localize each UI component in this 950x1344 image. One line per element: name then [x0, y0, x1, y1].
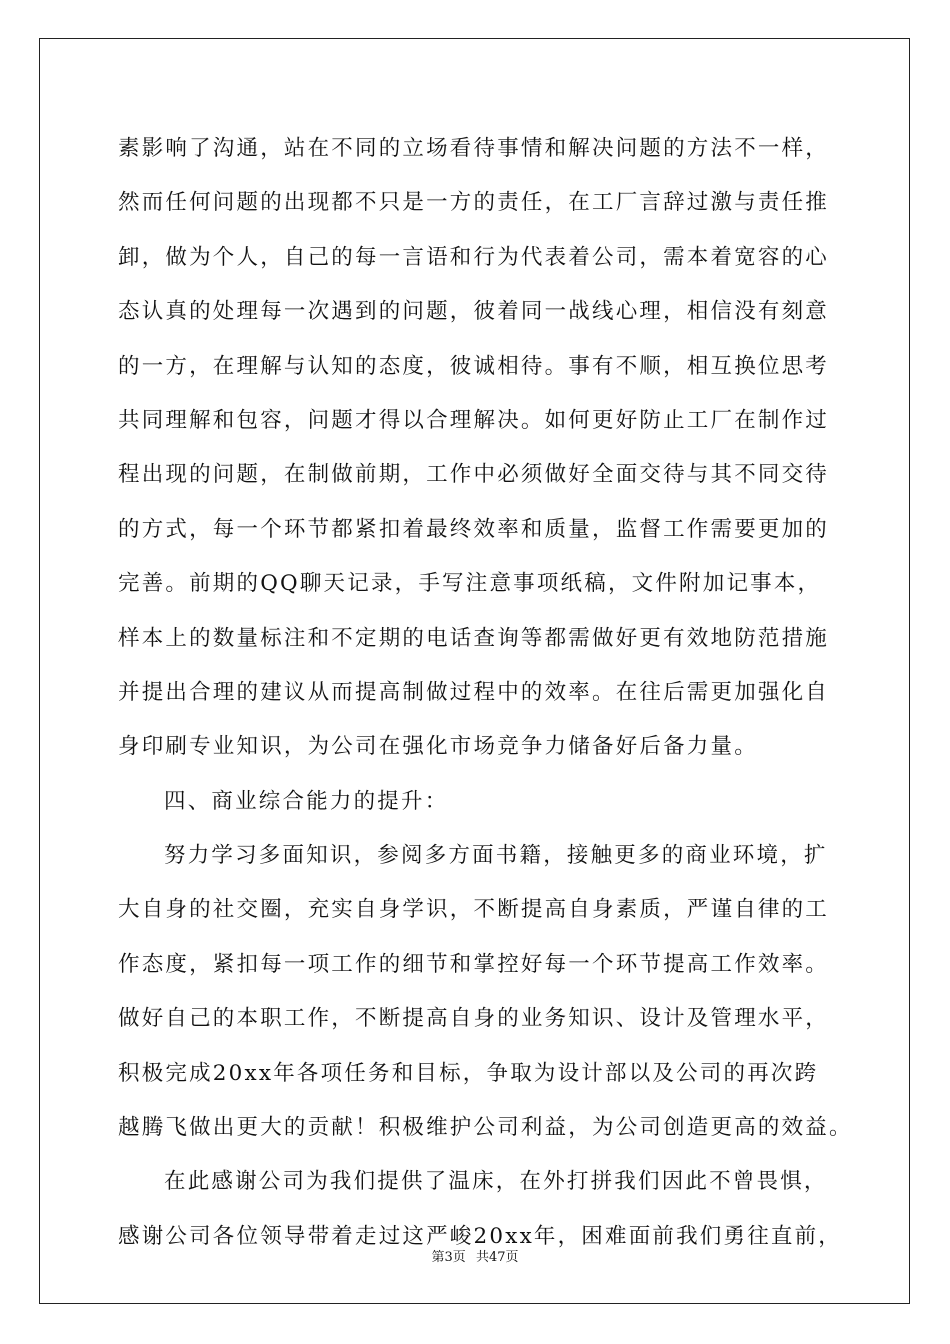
text-line: 态认真的处理每一次遇到的问题，彼着同一战线心理，相信没有刻意: [118, 299, 830, 325]
text-line: 的方式，每一个环节都紧扣着最终效率和质量，监督工作需要更加的: [118, 516, 830, 542]
text-line: 卸，做为个人，自己的每一言语和行为代表着公司，需本着宽容的心: [118, 244, 830, 270]
text-line: 大自身的社交圈，充实自身学识，不断提高自身素质，严谨自律的工: [118, 897, 830, 923]
text-line: 在此感谢公司为我们提供了温床，在外打拼我们因此不曾畏惧，: [164, 1169, 828, 1195]
text-line: 共同理解和包容，问题才得以合理解决。如何更好防止工厂在制作过: [118, 407, 830, 433]
text-line: 样本上的数量标注和不定期的电话查询等都需做好更有效地防范措施: [118, 625, 830, 651]
text-line: 感谢公司各位领导带着走过这严峻20xx年，困难面前我们勇往直前，: [118, 1223, 843, 1249]
text-line: 素影响了沟通，站在不同的立场看待事情和解决问题的方法不一样，: [118, 136, 830, 161]
text-line: 积极完成20xx年各项任务和目标，争取为设计部以及公司的再次跨: [118, 1060, 819, 1086]
page-number: 第3页: [431, 1250, 466, 1265]
text-line: 的一方，在理解与认知的态度，彼诚相待。事有不顺，相互换位思考: [118, 353, 830, 379]
text-line: 努力学习多面知识，参阅多方面书籍，接触更多的商业环境，扩: [164, 843, 828, 869]
text-line: 四、商业综合能力的提升：: [164, 788, 449, 814]
document-body: [118, 122, 853, 1264]
page-footer: [0, 1246, 950, 1265]
text-line: 程出现的问题，在制做前期，工作中必须做好全面交待与其不同交待: [118, 462, 830, 488]
text-line: 越腾飞做出更大的贡献！积极维护公司利益，为公司创造更高的效益。: [118, 1115, 853, 1141]
text-line: 然而任何问题的出现都不只是一方的责任，在工厂言辞过激与责任推: [118, 190, 830, 216]
text-line: 完善。前期的QQ聊天记录，手写注意事项纸稿，文件附加记事本，: [118, 571, 822, 597]
text-line: 并提出合理的建议从而提高制做过程中的效率。在往后需更加强化自: [118, 679, 830, 705]
page-total: 共47页: [475, 1250, 519, 1265]
text-line: 做好自己的本职工作，不断提高自身的业务知识、设计及管理水平，: [118, 1006, 830, 1032]
text-line: 作态度，紧扣每一项工作的细节和掌控好每一个环节提高工作效率。: [118, 951, 830, 977]
text-line: 身印刷专业知识，为公司在强化市场竞争力储备好后备力量。: [118, 734, 758, 760]
